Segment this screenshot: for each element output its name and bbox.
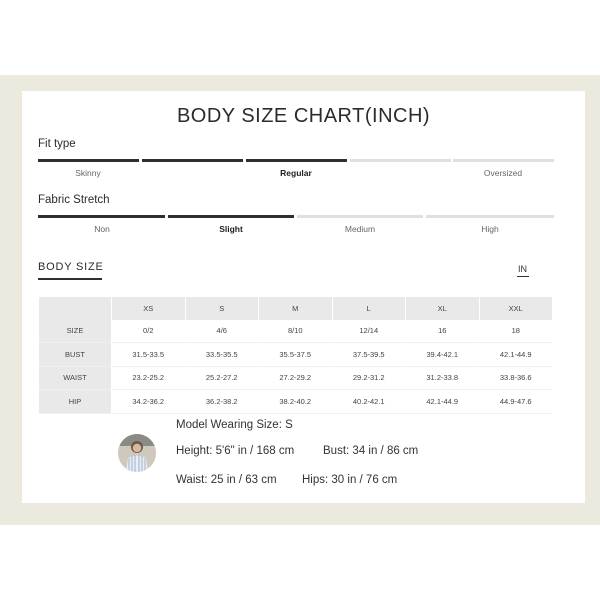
table-row [39, 367, 552, 391]
table-row [39, 320, 552, 344]
model-wearing-label: Model Wearing Size: [176, 419, 282, 431]
table-cell: 34.2-36.2 [112, 390, 185, 414]
model-hips-label: Hips: [302, 474, 329, 486]
table-cell: 36.2-38.2 [186, 390, 259, 414]
model-bust-line [323, 445, 418, 457]
size-chart-card [22, 91, 585, 503]
stretch-bar-3 [297, 215, 423, 218]
fit-type-label: Fit type [38, 138, 76, 150]
model-waist-value: 25 in / 63 cm [210, 474, 277, 486]
column-header: XS [112, 297, 185, 320]
column-header: XXL [480, 297, 553, 320]
stretch-option-high[interactable]: High [481, 224, 499, 234]
fit-bar-2 [142, 159, 243, 162]
unit-toggle[interactable]: IN [518, 264, 527, 274]
fit-option-oversized[interactable]: Oversized [483, 168, 523, 178]
model-height-label: Height: [176, 445, 213, 457]
table-cell: 31.5-33.5 [112, 343, 185, 367]
table-cell: 33.5-35.5 [186, 343, 259, 367]
body-size-underline [38, 278, 102, 280]
model-wearing-value: S [285, 419, 293, 431]
table-cell: 18 [480, 320, 553, 344]
fabric-stretch-label: Fabric Stretch [38, 194, 110, 206]
model-bust-label: Bust: [323, 445, 350, 457]
stretch-bar-2 [168, 215, 294, 218]
size-table [38, 297, 553, 414]
column-header: S [186, 297, 259, 320]
table-cell: 38.2-40.2 [259, 390, 332, 414]
row-header: WAIST [39, 367, 111, 391]
table-cell: 16 [406, 320, 479, 344]
table-cell: 8/10 [259, 320, 332, 344]
model-height-line [176, 445, 294, 457]
table-cell: 29.2-31.2 [333, 367, 406, 391]
table-cell: 4/6 [186, 320, 259, 344]
table-cell: 40.2-42.1 [333, 390, 406, 414]
fit-bar-5 [453, 159, 554, 162]
stretch-option-non[interactable]: Non [94, 224, 110, 234]
stretch-option-slight[interactable]: Slight [219, 224, 243, 234]
row-header: HIP [39, 390, 111, 414]
row-header: SIZE [39, 320, 111, 344]
model-waist-label: Waist: [176, 474, 208, 486]
column-header: M [259, 297, 332, 320]
table-cell: 12/14 [333, 320, 406, 344]
model-bust-value: 34 in / 86 cm [352, 445, 419, 457]
table-cell: 37.5-39.5 [333, 343, 406, 367]
fit-bar-4 [350, 159, 451, 162]
table-cell: 27.2-29.2 [259, 367, 332, 391]
fit-bar-1 [38, 159, 139, 162]
table-cell: 35.5-37.5 [259, 343, 332, 367]
stretch-bar-4 [426, 215, 554, 218]
model-waist-line [176, 474, 277, 486]
table-header-row [39, 297, 552, 320]
body-size-heading: BODY SIZE [38, 261, 104, 273]
fit-option-regular[interactable]: Regular [280, 168, 312, 178]
table-cell: 42.1-44.9 [406, 390, 479, 414]
table-cell: 25.2-27.2 [186, 367, 259, 391]
table-cell: 0/2 [112, 320, 185, 344]
stretch-bar-1 [38, 215, 165, 218]
column-header: XL [406, 297, 479, 320]
table-cell: 42.1-44.9 [480, 343, 553, 367]
column-header: L [333, 297, 406, 320]
table-corner-cell [39, 297, 111, 320]
table-row [39, 343, 552, 367]
table-cell: 33.8-36.6 [480, 367, 553, 391]
table-cell: 23.2-25.2 [112, 367, 185, 391]
row-header: BUST [39, 343, 111, 367]
model-hips-value: 30 in / 76 cm [331, 474, 398, 486]
model-hips-line [302, 474, 397, 486]
table-row [39, 390, 552, 414]
unit-underline [517, 276, 529, 277]
fit-bar-3 [246, 159, 347, 162]
fit-option-skinny[interactable]: Skinny [75, 168, 101, 178]
chart-title: BODY SIZE CHART(INCH) [176, 105, 431, 127]
stretch-option-medium[interactable]: Medium [344, 224, 376, 234]
model-height-value: 5'6" in / 168 cm [215, 445, 295, 457]
model-wearing-line [176, 419, 293, 431]
model-avatar [118, 434, 156, 472]
table-cell: 44.9-47.6 [480, 390, 553, 414]
table-cell: 39.4-42.1 [406, 343, 479, 367]
table-cell: 31.2-33.8 [406, 367, 479, 391]
